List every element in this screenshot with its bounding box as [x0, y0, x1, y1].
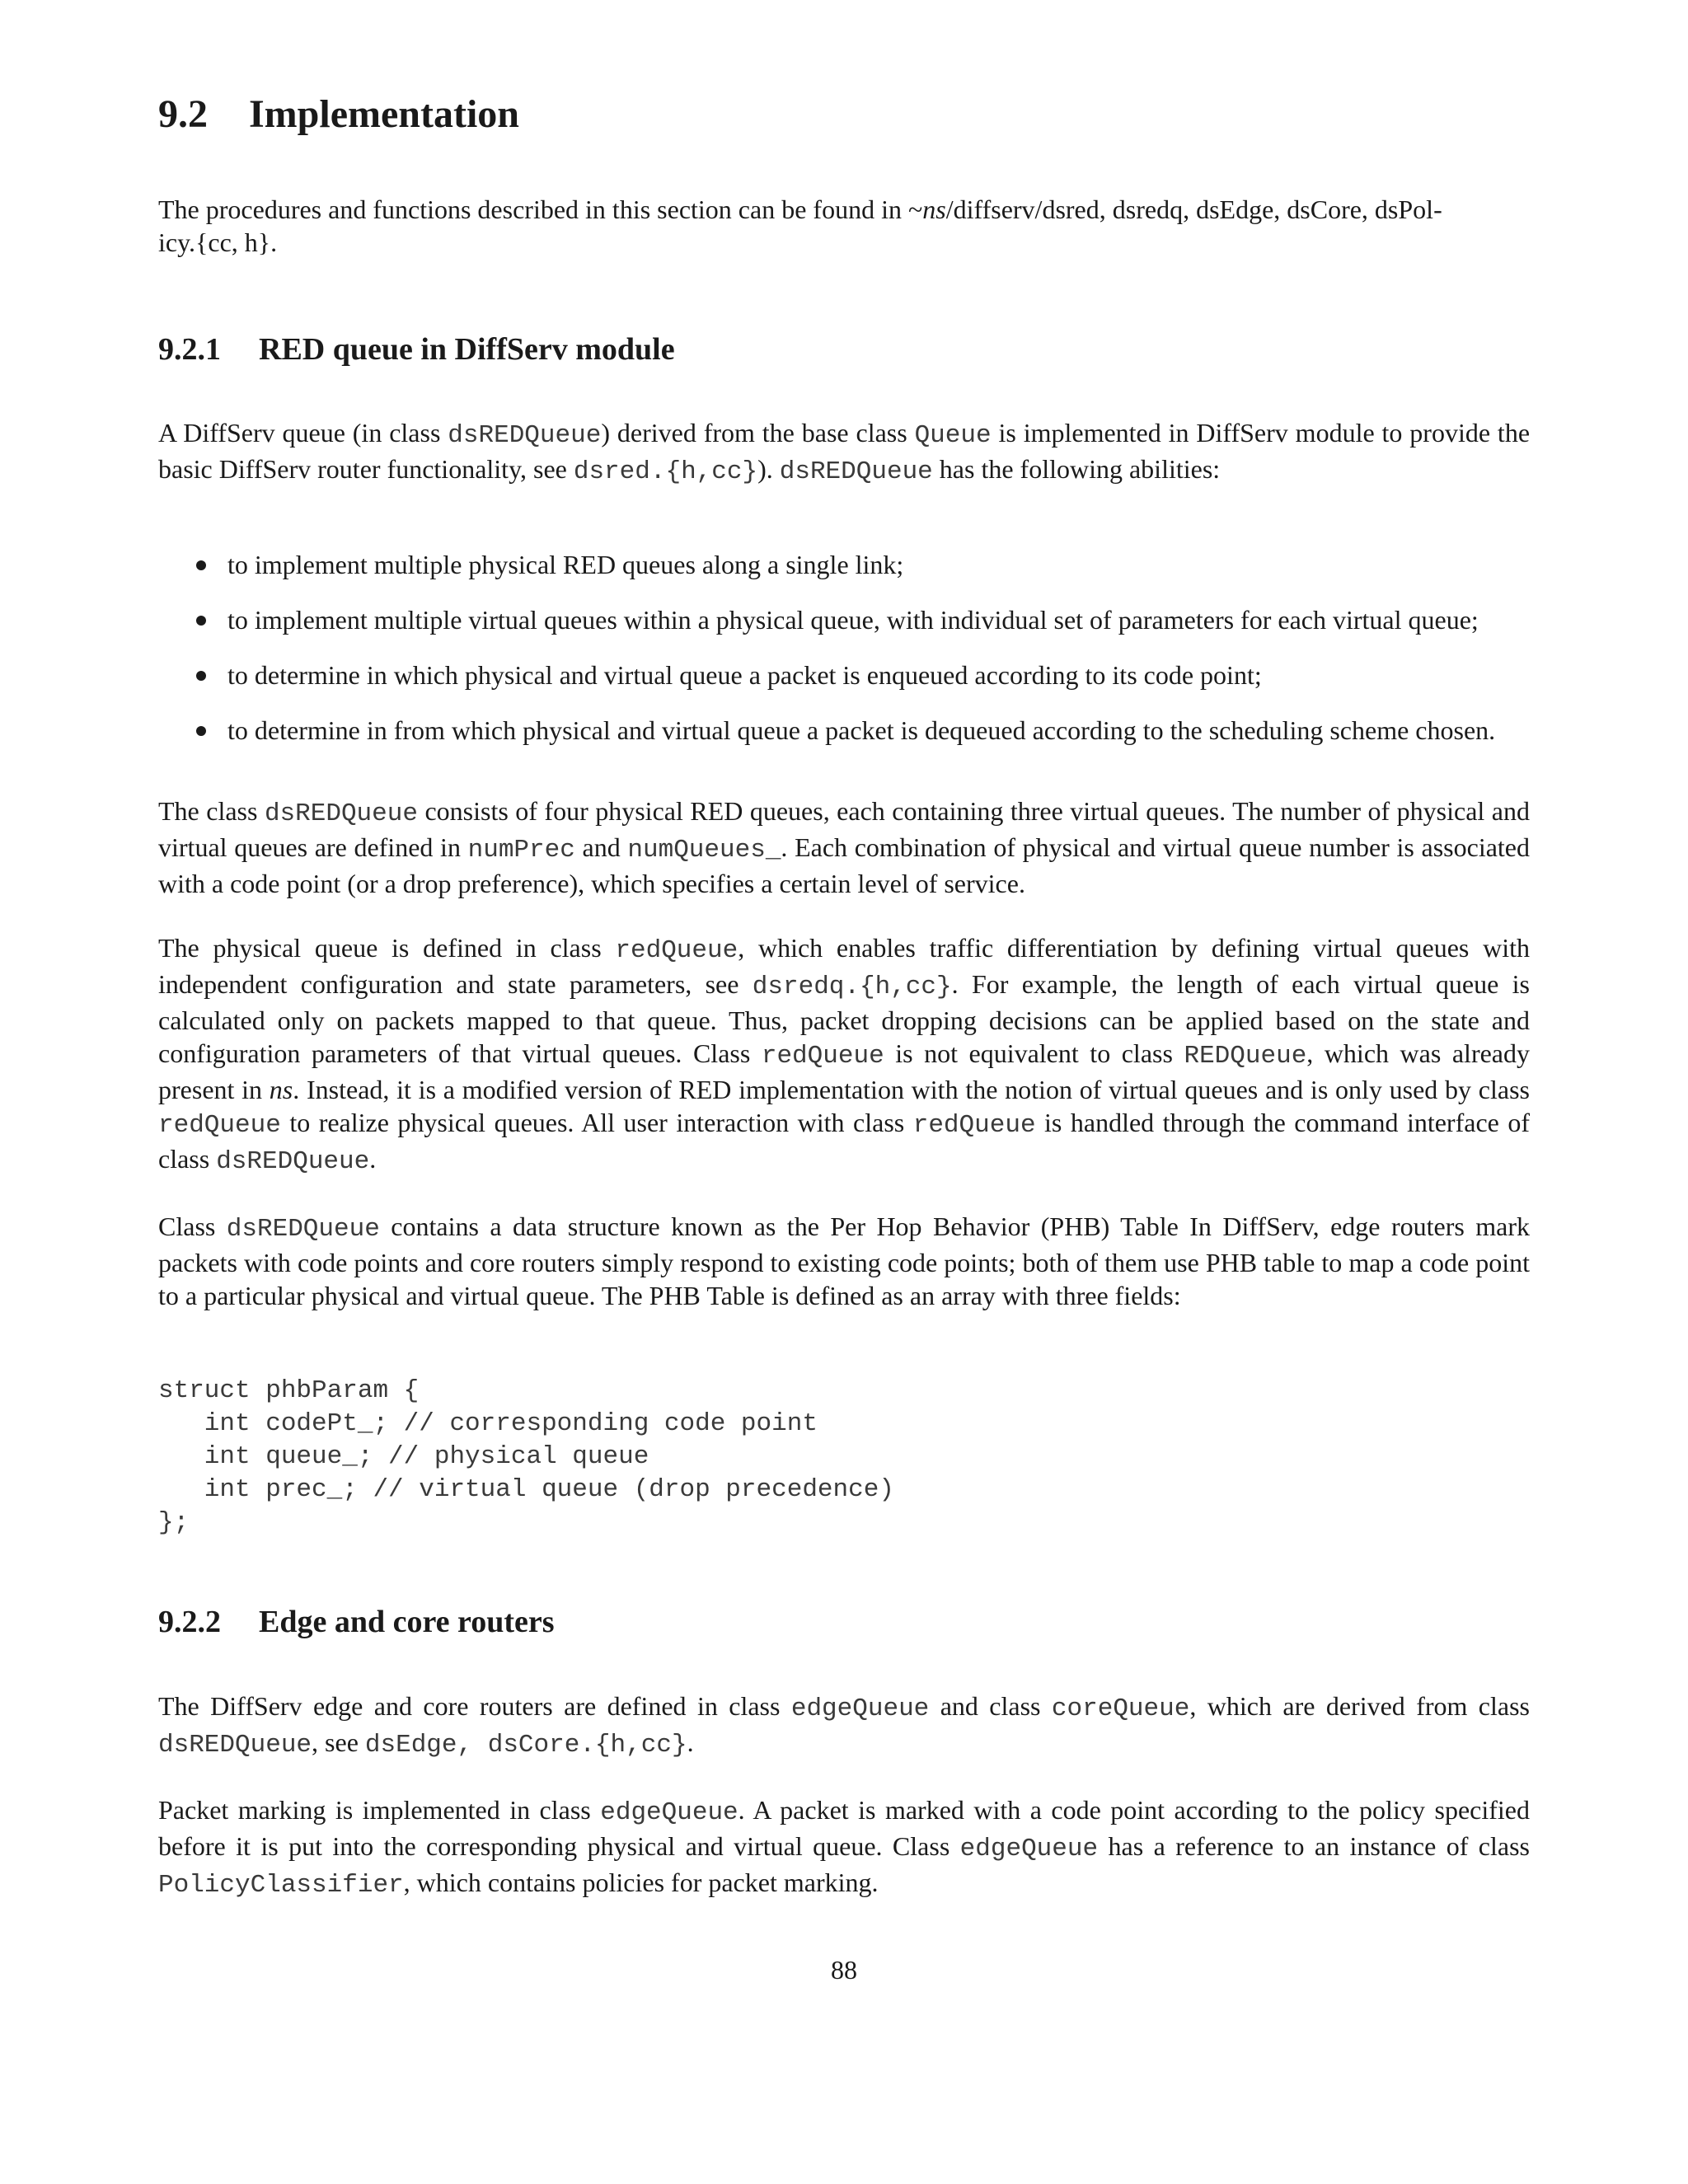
subsection-title-2: Edge and core routers	[259, 1605, 555, 1640]
text: contains a data structure known as the Per Hop Behavior (PHB) Table In DiffServ, edge routers mark packets with code points and core routers simply respond to existing code points; both of them use PHB table to map a code point to a particular physical and virtual queue. The PHB Table is defined as an array with three fields:	[158, 1212, 1531, 1311]
code-term: dsREDQueue	[264, 799, 418, 829]
bullet-icon	[196, 616, 206, 626]
subsection-heading-2	[158, 1604, 1530, 1642]
code-term: numPrec	[467, 836, 575, 865]
paragraph-1	[158, 416, 1530, 489]
list-item	[158, 603, 1530, 636]
list-item-text: to implement multiple virtual queues within a physical queue, with individual set of parameters for each virtual queue;	[227, 605, 1479, 635]
code-term: coreQueue	[1051, 1694, 1190, 1723]
text: Packet marking is implemented in class	[158, 1794, 601, 1825]
list-item-text: to implement multiple physical RED queues along a single link;	[227, 550, 904, 580]
code-term: REDQueue	[1184, 1042, 1307, 1071]
code-term: edgeQueue	[959, 1834, 1099, 1863]
code-term: dsREDQueue	[158, 1730, 312, 1760]
text: is not equivalent to class	[884, 1038, 1184, 1069]
text: , which was already present in	[158, 1038, 1531, 1105]
subsection-number-2: 9.2.2	[158, 1605, 221, 1640]
code-term: edgeQueue	[600, 1797, 738, 1827]
code-line: };	[158, 1508, 190, 1538]
code-line: int prec_; // virtual queue (drop precedence)	[158, 1475, 894, 1505]
paragraph-4	[158, 1210, 1530, 1312]
text: has a reference to an instance of class	[1098, 1830, 1530, 1861]
list-item	[158, 548, 1530, 581]
text: . Each combination of physical and virtual queue number is associated with a code point (or a drop preference), which specifies a certain level of service.	[158, 832, 1531, 899]
subsection-title-1: RED queue in DiffServ module	[259, 331, 675, 367]
text: consists of four physical RED queues, each containing three virtual queues. The number of physical and virtual queues are defined in	[158, 796, 1531, 863]
paragraph-5	[158, 1690, 1530, 1762]
intro-paragraph	[158, 193, 1530, 259]
code-term: dsREDQueue	[226, 1215, 380, 1244]
code-term: redQueue	[761, 1042, 884, 1071]
code-term: dsREDQueue	[216, 1147, 370, 1177]
list-item	[158, 658, 1530, 691]
text: , see	[312, 1727, 365, 1757]
bullet-icon	[196, 726, 206, 736]
text: The class	[158, 796, 265, 827]
text: . A packet is marked with a code point according to the policy specified before it is put into the corresponding physical and virtual queue. Class	[158, 1794, 1531, 1861]
text: .	[687, 1727, 694, 1757]
text: . Instead, it is a modified version of RED implementation with the notion of virtual queues and is only used by class	[293, 1075, 1531, 1105]
subsection-heading-1	[158, 331, 1530, 369]
code-listing	[158, 1375, 1530, 1540]
text: , which contains policies for packet marking.	[403, 1867, 879, 1897]
intro-ns: ns	[922, 194, 946, 224]
ability-list	[158, 548, 1530, 747]
text: ) derived from the base class	[601, 418, 915, 448]
list-item-text: to determine in which physical and virtual queue a packet is enqueued according to its code point;	[227, 660, 1262, 691]
code-term: Queue	[914, 421, 992, 451]
text: . For example, the length of each virtual queue is calculated only on packets mapped to that queue. Thus, packet dropping decisions can be applied based on the state and configuration parameters of that virtual queues. Class	[158, 969, 1531, 1069]
intro-text-2: /diffserv/dsred, dsredq, dsEdge, dsCore, dsPol-	[945, 194, 1442, 224]
ns-italic: ns	[269, 1075, 293, 1105]
text: ).	[757, 454, 780, 485]
text: , which are derived from class	[1189, 1690, 1530, 1721]
text: and	[574, 832, 628, 863]
code-term: PolicyClassifier	[158, 1870, 404, 1900]
text: has the following abilities:	[932, 454, 1221, 485]
text: is handled through the command interface of class	[158, 1108, 1531, 1174]
text: The DiffServ edge and core routers are defined in class	[158, 1690, 791, 1721]
code-term: dsEdge, dsCore.{h,cc}	[364, 1730, 687, 1760]
paragraph-2	[158, 794, 1530, 900]
text: to realize physical queues. All user interaction with class	[280, 1108, 913, 1138]
code-term: dsREDQueue	[779, 457, 933, 487]
code-term: numQueues_	[627, 836, 781, 865]
text: The physical queue is defined in class	[158, 933, 616, 963]
paragraph-3	[158, 931, 1530, 1179]
code-term: dsREDQueue	[448, 421, 602, 451]
text: .	[369, 1144, 377, 1174]
code-line: int queue_; // physical queue	[158, 1442, 649, 1472]
list-item-text: to determine in from which physical and virtual queue a packet is dequeued according to the scheduling scheme chosen.	[227, 715, 1496, 746]
code-term: redQueue	[615, 936, 738, 966]
bullet-icon	[196, 560, 206, 570]
page-number: 88	[831, 1955, 857, 1985]
text: , which enables traffic differentiation by defining virtual queues with independent configuration and state parameters, see	[158, 933, 1531, 1000]
page-content	[158, 91, 1530, 1902]
list-item	[158, 714, 1530, 747]
code-term: redQueue	[158, 1111, 281, 1141]
section-heading	[158, 91, 1530, 138]
code-line: int codePt_; // corresponding code point	[158, 1409, 818, 1439]
subsection-number-1: 9.2.1	[158, 331, 221, 367]
intro-text-1: The procedures and functions described in this section can be found in ~	[158, 194, 923, 224]
intro-text-3: icy.{cc, h}.	[158, 227, 278, 257]
code-term: redQueue	[912, 1111, 1036, 1141]
section-number: 9.2	[158, 92, 208, 136]
text: A DiffServ queue (in class	[158, 418, 448, 448]
bullet-icon	[196, 671, 206, 681]
text: and class	[929, 1690, 1052, 1721]
section-title: Implementation	[249, 92, 519, 136]
code-line: struct phbParam {	[158, 1376, 420, 1406]
text: is implemented in DiffServ module to provide the basic DiffServ router functionality, see	[158, 418, 1531, 485]
text: Class	[158, 1212, 227, 1242]
code-term: edgeQueue	[790, 1694, 930, 1723]
paragraph-6	[158, 1793, 1530, 1902]
code-term: dsredq.{h,cc}	[752, 972, 952, 1002]
code-term: dsred.{h,cc}	[573, 457, 758, 487]
